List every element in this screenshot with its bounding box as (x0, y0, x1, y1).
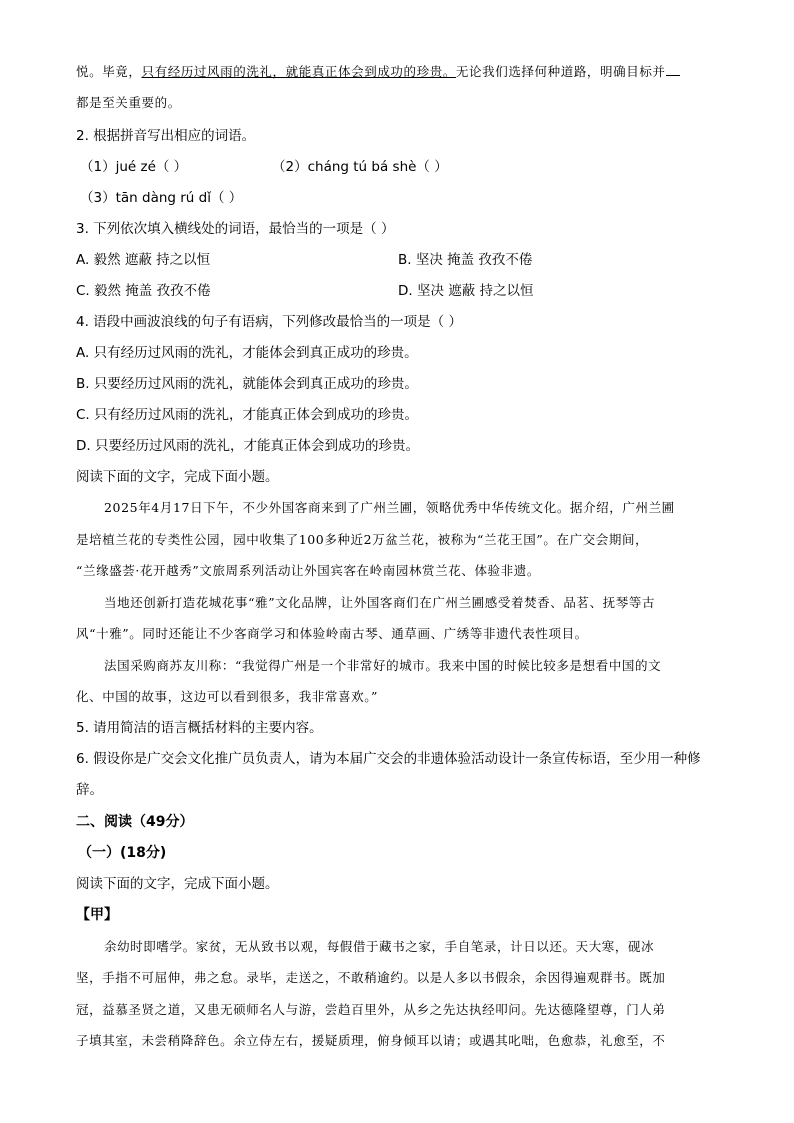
section-heading: 二、阅读（49分） (76, 814, 194, 830)
q3-option-a: A. 毅然 遮蔽 持之以恒 (76, 252, 211, 268)
underlined-sentence: 只有经历过风雨的洗礼，就能真正体会到成功的珍贵。 (141, 64, 456, 79)
passage-continuation-line-1 (76, 62, 680, 82)
question-5: 5. 请用简洁的语言概括材料的主要内容。 (76, 720, 323, 736)
q3-option-b: B. 坚决 掩盖 孜孜不倦 (398, 252, 533, 268)
reading-instruction: 阅读下面的文字，完成下面小题。 (76, 876, 279, 892)
question-6-line-2: 辞。 (76, 782, 103, 798)
q4-option-c: C. 只有经历过风雨的洗礼，才能真正体会到成功的珍贵。 (76, 407, 419, 423)
q2-item-2: （2）cháng tú bá shè（ ） (272, 159, 448, 175)
passage-line: 法国采购商苏友川称：“我觉得广州是一个非常好的城市。我来中国的时候比较多是想看中国的文 (104, 658, 662, 673)
passage-label: 【甲】 (76, 907, 118, 923)
question-6-line-1: 6. 假设你是广交会文化推广员负责人，请为本届广交会的非遗体验活动设计一条宣传标语，至少用一种修 (76, 751, 701, 767)
subsection-heading: （一）(18分) (78, 845, 167, 861)
q2-item-3: （3）tān dàng rú dǐ（ ） (80, 190, 243, 206)
reading-instruction: 阅读下面的文字，完成下面小题。 (76, 469, 279, 485)
passage-line: “兰缘盛荟·花开越秀”文旅周系列活动让外国宾客在岭南园林赏兰花、体验非遗。 (76, 563, 540, 578)
question-3: 3. 下列依次填入横线处的词语，最恰当的一项是（ ） (76, 221, 395, 237)
passage-line: 当地还创新打造花城花事“雅”文化品牌，让外国客商们在广州兰圃感受着焚香、品茗、抚琴等古 (104, 595, 656, 610)
question-2: 2. 根据拼音写出相应的词语。 (76, 128, 256, 144)
passage-line: 余幼时即嗜学。家贫，无从致书以观，每假借于藏书之家，手自笔录，计日以还。天大寒，砚冰 (104, 939, 655, 954)
passage-line: 风“十雅”。同时还能让不少客商学习和体验岭南古琴、通草画、广绣等非遗代表性项目。 (76, 626, 588, 641)
q4-option-a: A. 只有经历过风雨的洗礼，才能体会到真正成功的珍贵。 (76, 345, 418, 361)
q4-option-b: B. 只要经历过风雨的洗礼，就能体会到真正成功的珍贵。 (76, 376, 418, 392)
passage-line: 冠，益慕圣贤之道，又患无硕师名人与游，尝趋百里外，从乡之先达执经叩问。先达德隆望尊，门人弟 (76, 1002, 666, 1017)
passage-line: 2025年4月17日下午，不少外国客商来到了广州兰圃，领略优秀中华传统文化。据介绍，广州兰圃 (104, 500, 675, 515)
passage-continuation-line-2: 都是至关重要的。 (76, 95, 181, 110)
question-4: 4. 语段中画波浪线的句子有语病，下列修改最恰当的一项是（ ） (76, 314, 462, 330)
q2-item-1: （1）jué zé（ ） (80, 159, 188, 175)
q4-option-d: D. 只要经历过风雨的洗礼，才能真正体会到成功的珍贵。 (76, 438, 419, 454)
text-span: 无论我们选择何种道路，明确目标并 (455, 64, 666, 79)
blank-line (666, 63, 680, 76)
passage-line: 坚，手指不可屈伸，弗之怠。录毕，走送之，不敢稍逾约。以是人多以书假余，余因得遍观群书。既加 (76, 970, 666, 985)
passage-line: 化、中国的故事，这边可以看到很多，我非常喜欢。” (76, 689, 379, 704)
q3-option-c: C. 毅然 掩盖 孜孜不倦 (76, 283, 211, 299)
passage-line: 子填其室，未尝稍降辞色。余立侍左右，援疑质理，俯身倾耳以请；或遇其叱咄，色愈恭，礼愈至，不 (76, 1033, 666, 1048)
text-span: 悦。毕竟， (76, 64, 142, 79)
passage-line: 是培植兰花的专类性公园，园中收集了100多种近2万盆兰花，被称为“兰花王国”。在广交会期间， (76, 532, 649, 547)
q3-option-d: D. 坚决 遮蔽 持之以恒 (398, 283, 534, 299)
